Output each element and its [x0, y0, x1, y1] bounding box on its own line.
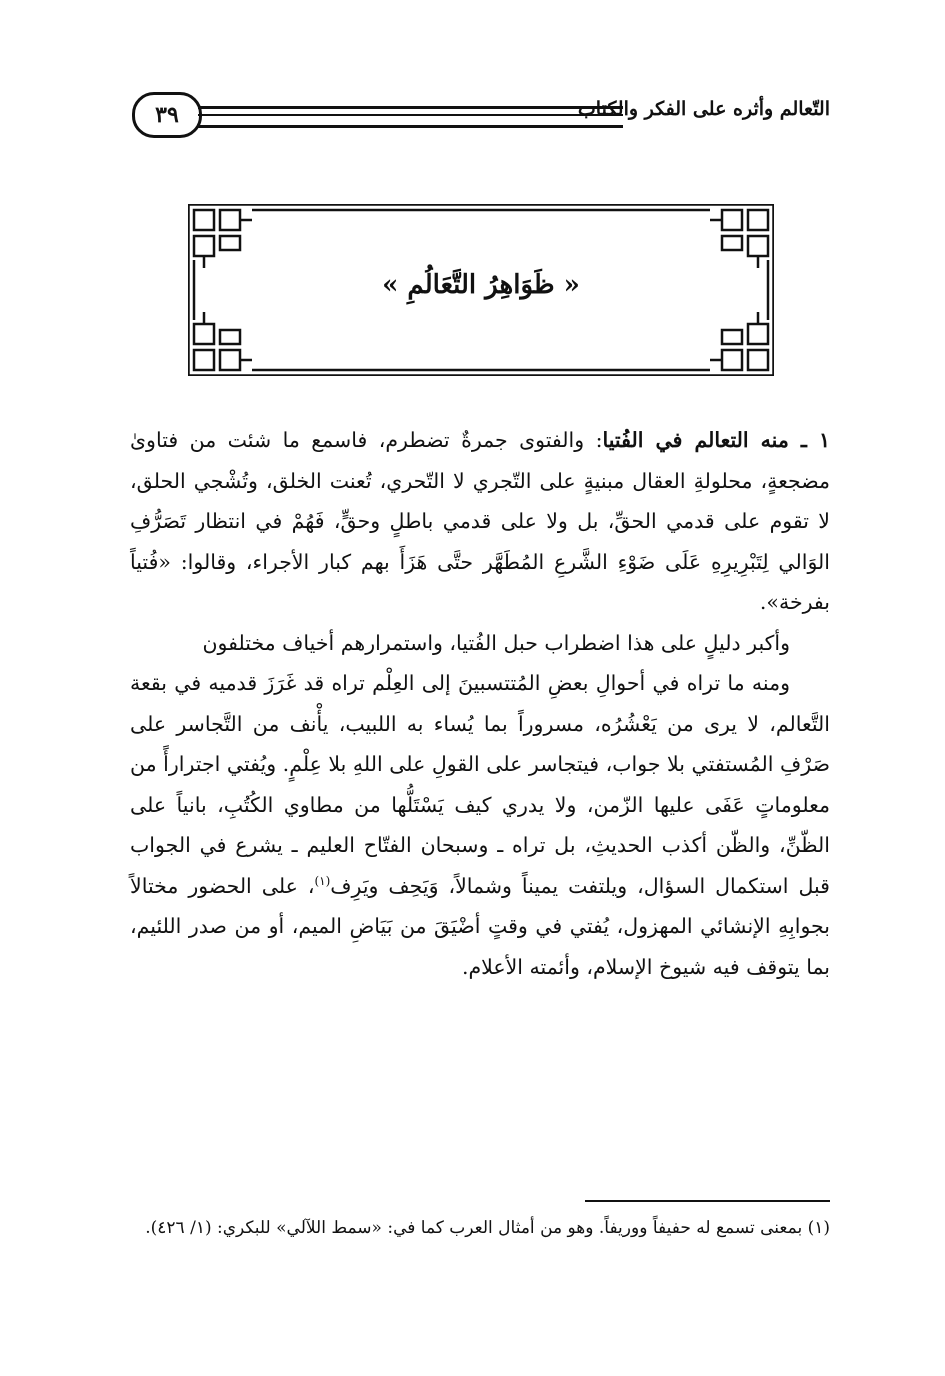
footnote-reference: (١)	[314, 873, 331, 888]
running-title: التّعالم وأثره على الفكر والكتاب	[577, 98, 830, 120]
paragraph-1-lead: ١ ـ منه التعالم في الفُتيا	[602, 428, 830, 452]
footnote-divider	[585, 1200, 830, 1202]
header-rule	[198, 106, 623, 128]
footnote: (١) بمعنى تسمع له حفيفاً ووريفاً. وهو من أمثال العرب كما في: «سمط اللآلي» للبكري: (١/ ٤٢٦).	[145, 1218, 830, 1238]
paragraph-3-part2: ، على الحضور مختالاً بجوابِهِ الإنشائي المهزول، يُفتي في وقتٍ أضْيَقَ من بَيَاضِ الميم، أو من صدر اللئيم، بما يتوقف فيه شيوخ الإسلام، وأئمته الأعلام.	[130, 873, 830, 979]
paragraph-1-text: : والفتوى جمرةٌ تضطرم، فاسمع ما شئت من فتاوىٰ مضجعةٍ، محلولةِ العقال مبنيةٍ على التّجري لا التّحري، تُعنت الخلق، وتُشْجي الحلق، لا تقوم على قدمي الحقِّ، بل ولا على قدمي باطلٍ وحقٍّ، فَهُمْ في انتظار تَصَرُّفِ الوَالي لِتَبْرِيرِهِ عَلَى ضَوْءِ الشَّرعِ المُطَهَّر حتَّى هَزَأَ بهم كبار الأجراء، وقالوا: «فُتياً بفرخة».	[130, 428, 830, 614]
paragraph-3	[130, 663, 830, 987]
page-number: ٣٩	[132, 92, 202, 138]
page-header	[118, 86, 830, 146]
main-text	[130, 420, 830, 987]
paragraph-2: وأكبر دليلٍ على هذا اضطراب حبل الفُتيا، واستمرارهم أخياف مختلفون	[202, 630, 790, 655]
section-title: « ظَوَاهِرُ التَّعَالُمِ »	[382, 270, 580, 300]
section-title-frame	[188, 204, 774, 376]
paragraph-1	[130, 420, 830, 623]
paragraph-3-part1: ومنه ما تراه في أحوالِ بعضِ المُتتسبينَ إلى العِلْم تراه قد غَرَزَ قدميه في بقعة التَّعالم، لا يرى من يَعْشُرُه، مسروراً بما يُساء به اللبيب، يأْنف من التَّجاسر على صَرْفِ المُستفتي بلا جواب، فيتجاسر على القولِ على اللهِ بلا عِلْمٍ. ويُفتي اجترارأً من معلوماتٍ عَفَى عليها الزّمن، ولا يدري كيف يَسْتَلُّها من مطاوي الكُتُبِ، بانياً على الظّنِّ، والظّن أكذب الحديثِ، بل تراه ـ وسبحان الفتّاح العليم ـ يشرع في الجواب قبل استكمال السؤال، ويلتفت يميناً وشمالاً، وَيَحِف ويَرِف	[130, 671, 830, 898]
